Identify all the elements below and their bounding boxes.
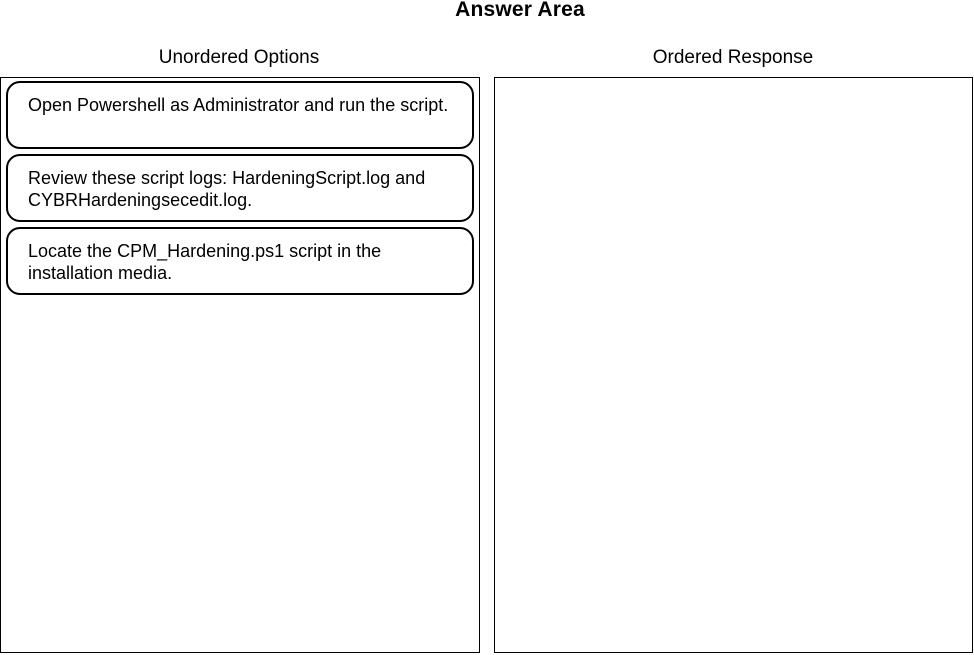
unordered-options-panel[interactable]	[0, 77, 480, 653]
ordered-response-panel[interactable]	[494, 77, 973, 653]
option-review-logs[interactable]	[6, 154, 474, 222]
option-locate-script[interactable]	[6, 227, 474, 295]
answer-area-title: Answer Area	[455, 0, 585, 21]
unordered-options-header: Unordered Options	[158, 47, 320, 68]
ordered-response-header: Ordered Response	[652, 47, 814, 68]
option-label: Open Powershell as Administrator and run the script.	[28, 95, 449, 115]
option-open-powershell[interactable]	[6, 81, 474, 149]
option-label: Review these script logs: HardeningScript.log and CYBRHardeningsecedit.log.	[28, 168, 426, 210]
option-label: Locate the CPM_Hardening.ps1 script in the installation media.	[28, 241, 382, 283]
